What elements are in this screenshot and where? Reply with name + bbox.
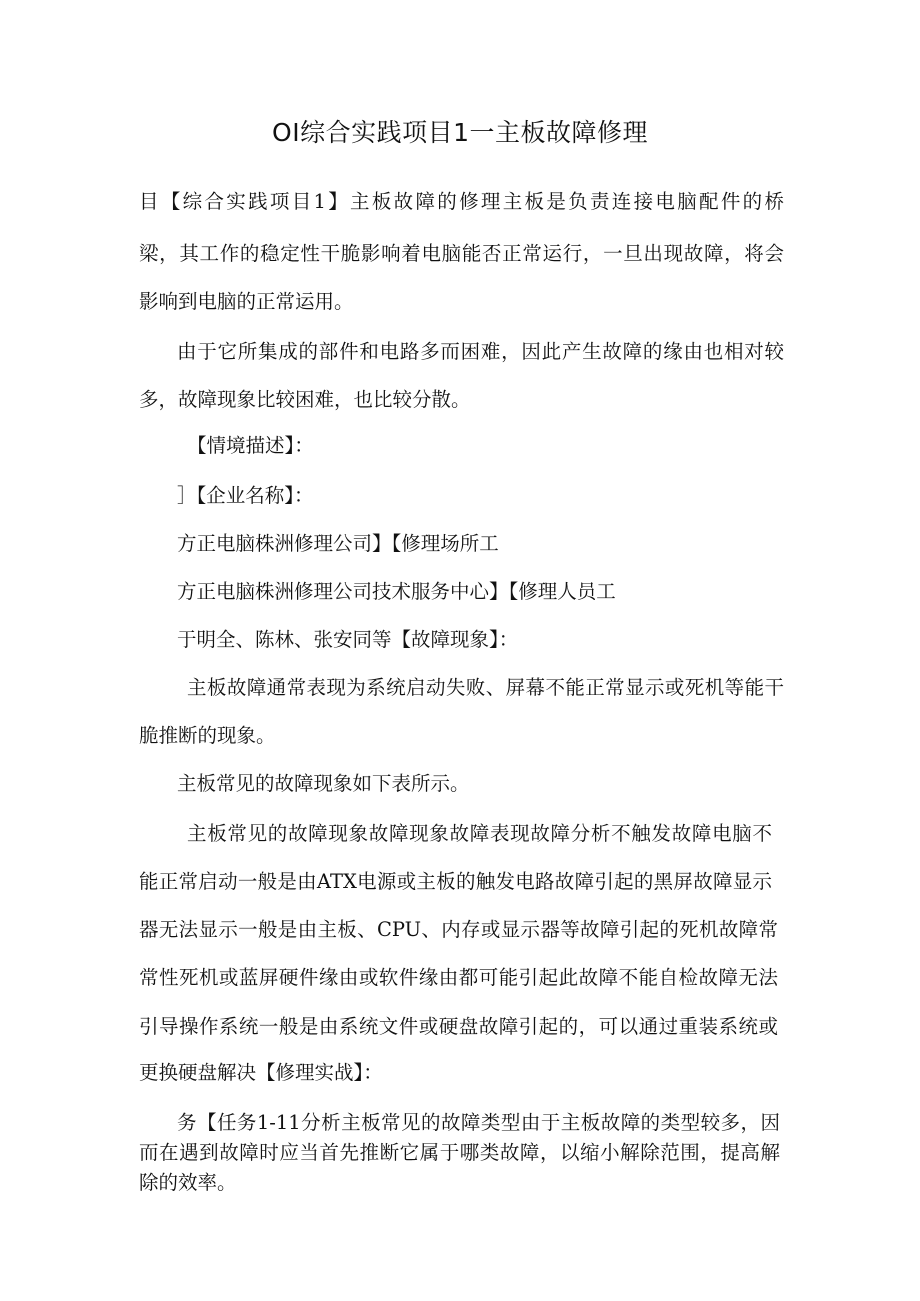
paragraph-line: 常性死机或蓝屏硬件缘由或软件缘由都可能引起此故障不能自检故障无法 bbox=[139, 966, 778, 989]
task-line: 务【任务1-11分析主板常见的故障类型由于主板故障的类型较多，因 bbox=[177, 1111, 780, 1134]
paragraph-line: 脆推断的现象。 bbox=[139, 724, 276, 747]
paragraph-line: 更换硬盘解决【修理实战】： bbox=[139, 1061, 383, 1084]
paragraph-line: 引导操作系统一般是由系统文件或硬盘故障引起的，可以通过重装系统或 bbox=[139, 1015, 778, 1038]
paragraph-line: 多，故障现象比较困难，也比较分散。 bbox=[139, 388, 471, 411]
task-line: 除的效率。 bbox=[139, 1171, 237, 1194]
paragraph-line: 主板常见的故障现象故障现象故障表现故障分析不触发故障电脑不 bbox=[187, 822, 772, 845]
task-line: 而在遇到故障时应当首先推断它属于哪类故障，以缩小解除范围，提高解 bbox=[139, 1141, 780, 1164]
section-heading: 【情境描述】： bbox=[187, 434, 314, 457]
paragraph-line: 方正电脑株洲修理公司】【修理场所工 bbox=[177, 532, 499, 555]
paragraph-line: 能正常启动一般是由ATX电源或主板的触发电路故障引起的黑屏故障显示 bbox=[139, 870, 772, 893]
paragraph-line: ］【企业名称】： bbox=[177, 484, 314, 507]
paragraph-line: 由于它所集成的部件和电路多而困难，因此产生故障的缘由也相对较 bbox=[177, 340, 784, 363]
paragraph-line: 目【综合实践项目1】主板故障的修理主板是负责连接电脑配件的桥 bbox=[139, 190, 784, 213]
paragraph-line: 主板故障通常表现为系统启动失败、屏幕不能正常显示或死机等能干 bbox=[187, 676, 784, 699]
paragraph-line: 于明全、陈林、张安同等【故障现象】： bbox=[177, 628, 519, 651]
paragraph-line: 方正电脑株洲修理公司技术服务中心】【修理人员工 bbox=[177, 580, 616, 603]
document-title: OI综合实践项目1一主板故障修理 bbox=[272, 118, 648, 147]
paragraph-line: 梁，其工作的稳定性干脆影响着电脑能否正常运行，一旦出现故障，将会 bbox=[139, 242, 784, 265]
paragraph-line: 影响到电脑的正常运用。 bbox=[139, 290, 354, 313]
paragraph-line: 主板常见的故障现象如下表所示。 bbox=[177, 772, 470, 795]
paragraph-line: 器无法显示一般是由主板、CPU、内存或显示器等故障引起的死机故障常 bbox=[139, 918, 778, 941]
